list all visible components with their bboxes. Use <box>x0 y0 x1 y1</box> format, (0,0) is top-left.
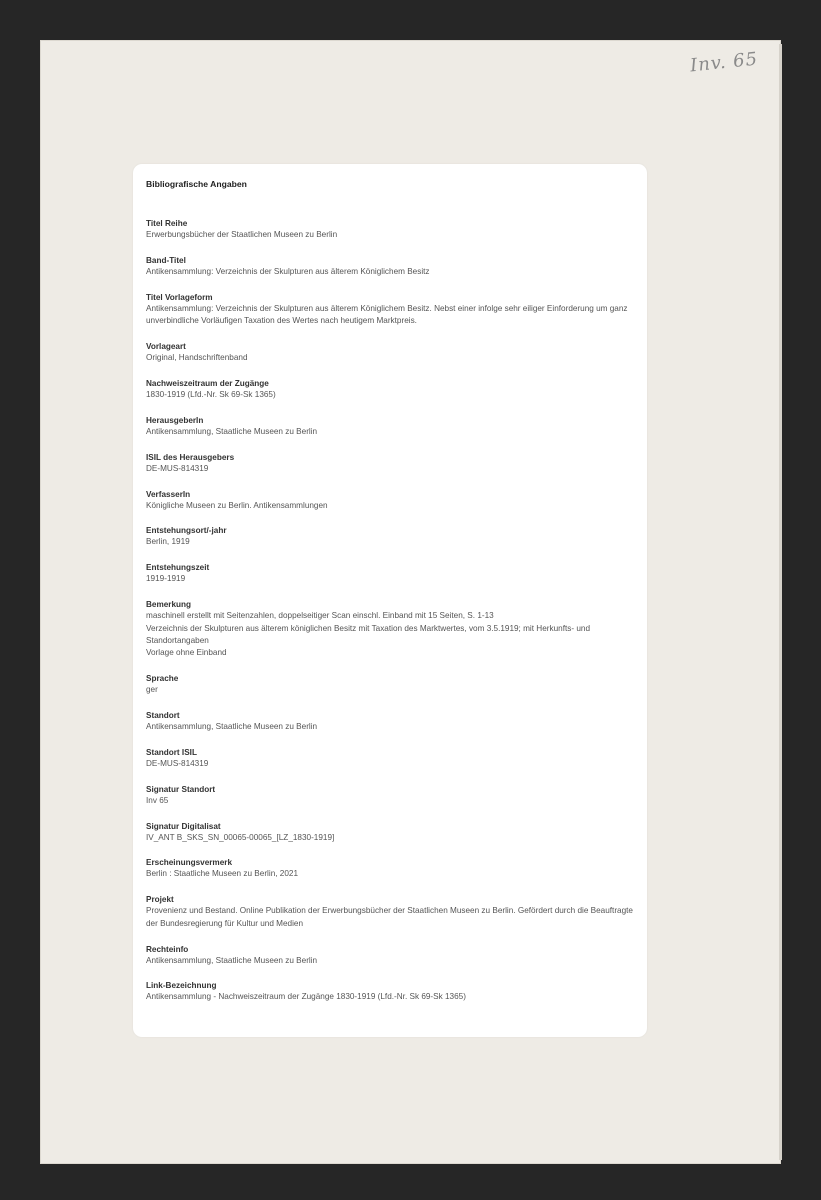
field-entry <box>146 452 634 475</box>
field-label: Entstehungsort/-jahr <box>146 526 227 536</box>
field-entry <box>146 857 634 880</box>
field-value-line: Berlin : Staatliche Museen zu Berlin, 2021 <box>146 869 299 879</box>
field-value-line: Original, Handschriftenband <box>146 352 248 362</box>
field-label: Band-Titel <box>146 255 186 265</box>
field-label: Rechteinfo <box>146 944 189 954</box>
field-label: Vorlageart <box>146 341 186 351</box>
field-value <box>146 610 634 659</box>
field-value <box>146 955 634 967</box>
field-value-line: Verzeichnis der Skulpturen aus älterem königlichen Besitz mit Taxation des Marktwertes, vom 3.5.1919; mit Herkunfts- und Standortangaben <box>146 623 590 645</box>
field-value <box>146 684 634 696</box>
field-entry <box>146 894 634 930</box>
field-entry <box>146 378 634 401</box>
field-value <box>146 868 634 880</box>
field-value <box>146 389 634 401</box>
field-label: Sprache <box>146 673 179 683</box>
field-value-line: Vorlage ohne Einband <box>146 648 227 658</box>
field-label: Entstehungszeit <box>146 563 210 573</box>
field-value <box>146 991 634 1003</box>
field-entry <box>146 673 634 696</box>
field-value <box>146 463 634 475</box>
field-label: Erscheinungsvermerk <box>146 858 233 868</box>
field-list <box>146 218 634 1004</box>
field-entry <box>146 980 634 1003</box>
field-value-line: DE-MUS-814319 <box>146 463 209 473</box>
field-label: Standort <box>146 710 180 720</box>
handwritten-inventory-note: Inv. 65 <box>689 48 760 77</box>
field-label: Link-Bezeichnung <box>146 981 217 991</box>
field-entry <box>146 747 634 770</box>
field-value-line: Antikensammlung: Verzeichnis der Skulpturen aus älterem Königlichem Besitz. Nebst einer infolge sehr eiliger Einforderung um ganz unverbindliche Vorläufigen Taxation des Wertes nach heutigem Marktpreis. <box>146 303 628 326</box>
field-entry <box>146 710 634 733</box>
field-entry <box>146 944 634 967</box>
field-value <box>146 303 634 328</box>
field-entry <box>146 599 634 659</box>
bibliographic-info-card <box>133 164 647 1037</box>
field-entry <box>146 218 634 241</box>
field-label: Titel Vorlageform <box>146 292 213 302</box>
field-value <box>146 832 634 844</box>
field-value-line: 1830-1919 (Lfd.-Nr. Sk 69-Sk 1365) <box>146 389 276 399</box>
field-value <box>146 721 634 733</box>
field-value <box>146 573 634 585</box>
field-value <box>146 229 634 241</box>
field-value <box>146 266 634 278</box>
field-value-line: Inv 65 <box>146 795 169 805</box>
field-entry <box>146 525 634 548</box>
field-label: Bemerkung <box>146 600 192 610</box>
field-value-line: 1919-1919 <box>146 574 186 584</box>
field-entry <box>146 821 634 844</box>
field-label: ISIL des Herausgebers <box>146 452 235 462</box>
field-value-line: Antikensammlung, Staatliche Museen zu Berlin <box>146 955 318 965</box>
card-title: Bibliografische Angaben <box>146 179 247 189</box>
field-label: Projekt <box>146 895 174 905</box>
field-entry <box>146 489 634 512</box>
field-value-line: Berlin, 1919 <box>146 537 190 547</box>
field-entry <box>146 415 634 438</box>
field-value-line: IV_ANT B_SKS_SN_00065-00065_[LZ_1830-1919] <box>146 832 335 842</box>
field-value-line: Antikensammlung, Staatliche Museen zu Berlin <box>146 426 318 436</box>
field-label: Titel Reihe <box>146 219 188 228</box>
field-entry <box>146 562 634 585</box>
field-value-line: Provenienz und Bestand. Online Publikation der Erwerbungsbücher der Staatlichen Museen zu Berlin. Gefördert durch die Beauftragte der Bundesregierung für Kultur und Medien <box>146 906 633 928</box>
field-value <box>146 905 634 930</box>
field-value <box>146 500 634 512</box>
field-label: VerfasserIn <box>146 489 191 499</box>
field-value-line: DE-MUS-814319 <box>146 758 209 768</box>
field-entry <box>146 292 634 328</box>
field-entry <box>146 341 634 364</box>
field-entry <box>146 784 634 807</box>
field-label: Signatur Standort <box>146 784 216 794</box>
field-value-line: Antikensammlung - Nachweiszeitraum der Zugänge 1830-1919 (Lfd.-Nr. Sk 69-Sk 1365) <box>146 992 466 1002</box>
field-value <box>146 426 634 438</box>
field-value-line: Erwerbungsbücher der Staatlichen Museen zu Berlin <box>146 230 338 239</box>
field-label: HerausgeberIn <box>146 415 204 425</box>
field-value-line: Antikensammlung: Verzeichnis der Skulpturen aus älterem Königlichem Besitz <box>146 266 430 276</box>
field-value <box>146 536 634 548</box>
field-label: Nachweiszeitraum der Zugänge <box>146 378 269 388</box>
field-value-line: Königliche Museen zu Berlin. Antikensammlungen <box>146 500 328 510</box>
field-value <box>146 758 634 770</box>
field-value <box>146 795 634 807</box>
field-value-line: Antikensammlung, Staatliche Museen zu Berlin <box>146 721 318 731</box>
field-value <box>146 352 634 364</box>
field-entry <box>146 255 634 278</box>
field-label: Signatur Digitalisat <box>146 821 221 831</box>
field-value-line: ger <box>146 684 158 694</box>
field-label: Standort ISIL <box>146 747 197 757</box>
field-value-line: maschinell erstellt mit Seitenzahlen, doppelseitiger Scan einschl. Einband mit 15 Seiten, S. 1-13 <box>146 611 494 621</box>
paper-edge <box>779 44 782 1160</box>
